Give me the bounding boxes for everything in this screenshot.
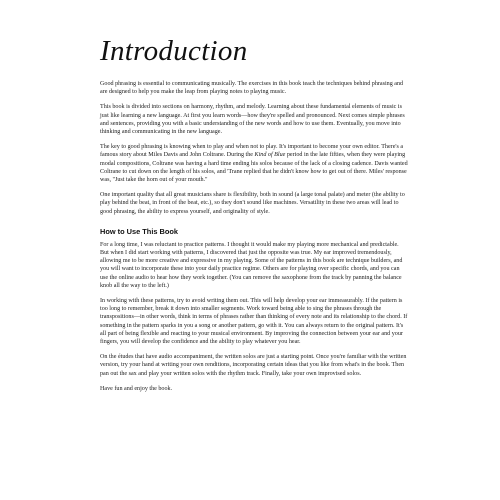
closing-paragraph: Have fun and enjoy the book.: [100, 385, 173, 392]
album-title: Kind of Blue: [254, 152, 286, 159]
intro-paragraph: Good phrasing is essential to communicating musically. The exercises in this book teach the techniques behind phrasing and are designed to help you make the leap from playing notes to playing music.: [100, 81, 404, 96]
story-text-before-title: The key to good phrasing is knowing when to play and when not to play. It's important to become your own editor. There's a famous story about Miles Davis and John Coltrane. During the: [100, 144, 404, 159]
flexibility-paragraph: One important quality that all great musicians share is flexibility, both in sound (a large tonal palate) and meter (the ability to play behind the beat, in front of the beat, etc.), so they don't sound like machines. Versatility in these two areas will lead to good phrasing, the ability to express yourself, and originality of style.: [100, 192, 405, 215]
document-page: [100, 34, 408, 400]
section-paragraph: For a long time, I was reluctant to practice patterns. I thought it would make my playing more mechanical and predictable. But when I did start working with patterns, I discovered that just the opposite was true. My ear improved tremendously, allowing me to be more creative and expressive in my playing. Some of the patterns in this book are technique builders, and you will want to incorporate these into your daily practice regime. Others are for playing over specific chords, and you can use the online audio to hear how they work together. (You can remove the saxophone from the track by panning the balance knob all the way to the left.): [100, 241, 403, 289]
story-text-after-title: period in the late fifties, when they were playing modal compositions, Coltrane was having a hard time ending his solos because of the lack of a closing cadence. Davis wanted Coltrane to cut down on the length of his solos, and 'Trane replied that he didn't know how to get out of there. Miles' response was, "Just take the horn out of your mouth.": [100, 152, 408, 184]
intro-paragraph: This book is divided into sections on harmony, rhythm, and melody. Learning about these fundamental elements of music is just like learning a new language. At first you learn words—how they're spelled and pronounced. Next comes simple phrases and sentences, providing you with a basic understanding of the new words and how to use them. Eventually, you move into thinking and communicating in the new language.: [100, 104, 405, 136]
section-heading: How to Use This Book: [100, 226, 179, 236]
section-paragraph: In working with these patterns, try to avoid writing them out. This will help develop your ear immeasurably. If the pattern is too long to remember, break it down into smaller segments. Work toward being able to sing the phrases through the transpositions—in other words, think in terms of phrases rather than thinking of every note and its relationship to the chord. If something in the pattern sparks in you a song or another pattern, go with it. You can always return to the original pattern. It's all part of being flexible and reacting to your musical environment. By improving the connection between your ear and your fingers, you will develop the confidence and the ability to play whatever you hear.: [100, 298, 408, 346]
miles-davis-story-paragraph: [100, 143, 408, 184]
section-paragraph: On the études that have audio accompaniment, the written solos are just a starting point. Once you're familiar with the written version, try your hand at writing your own renditions, incorporating certain ideas that you like from what's in the book. Then pan out the sax and play your written solos with the rhythm track. Finally, take your own improvised solos.: [100, 354, 407, 377]
page-title: Introduction: [100, 35, 248, 67]
